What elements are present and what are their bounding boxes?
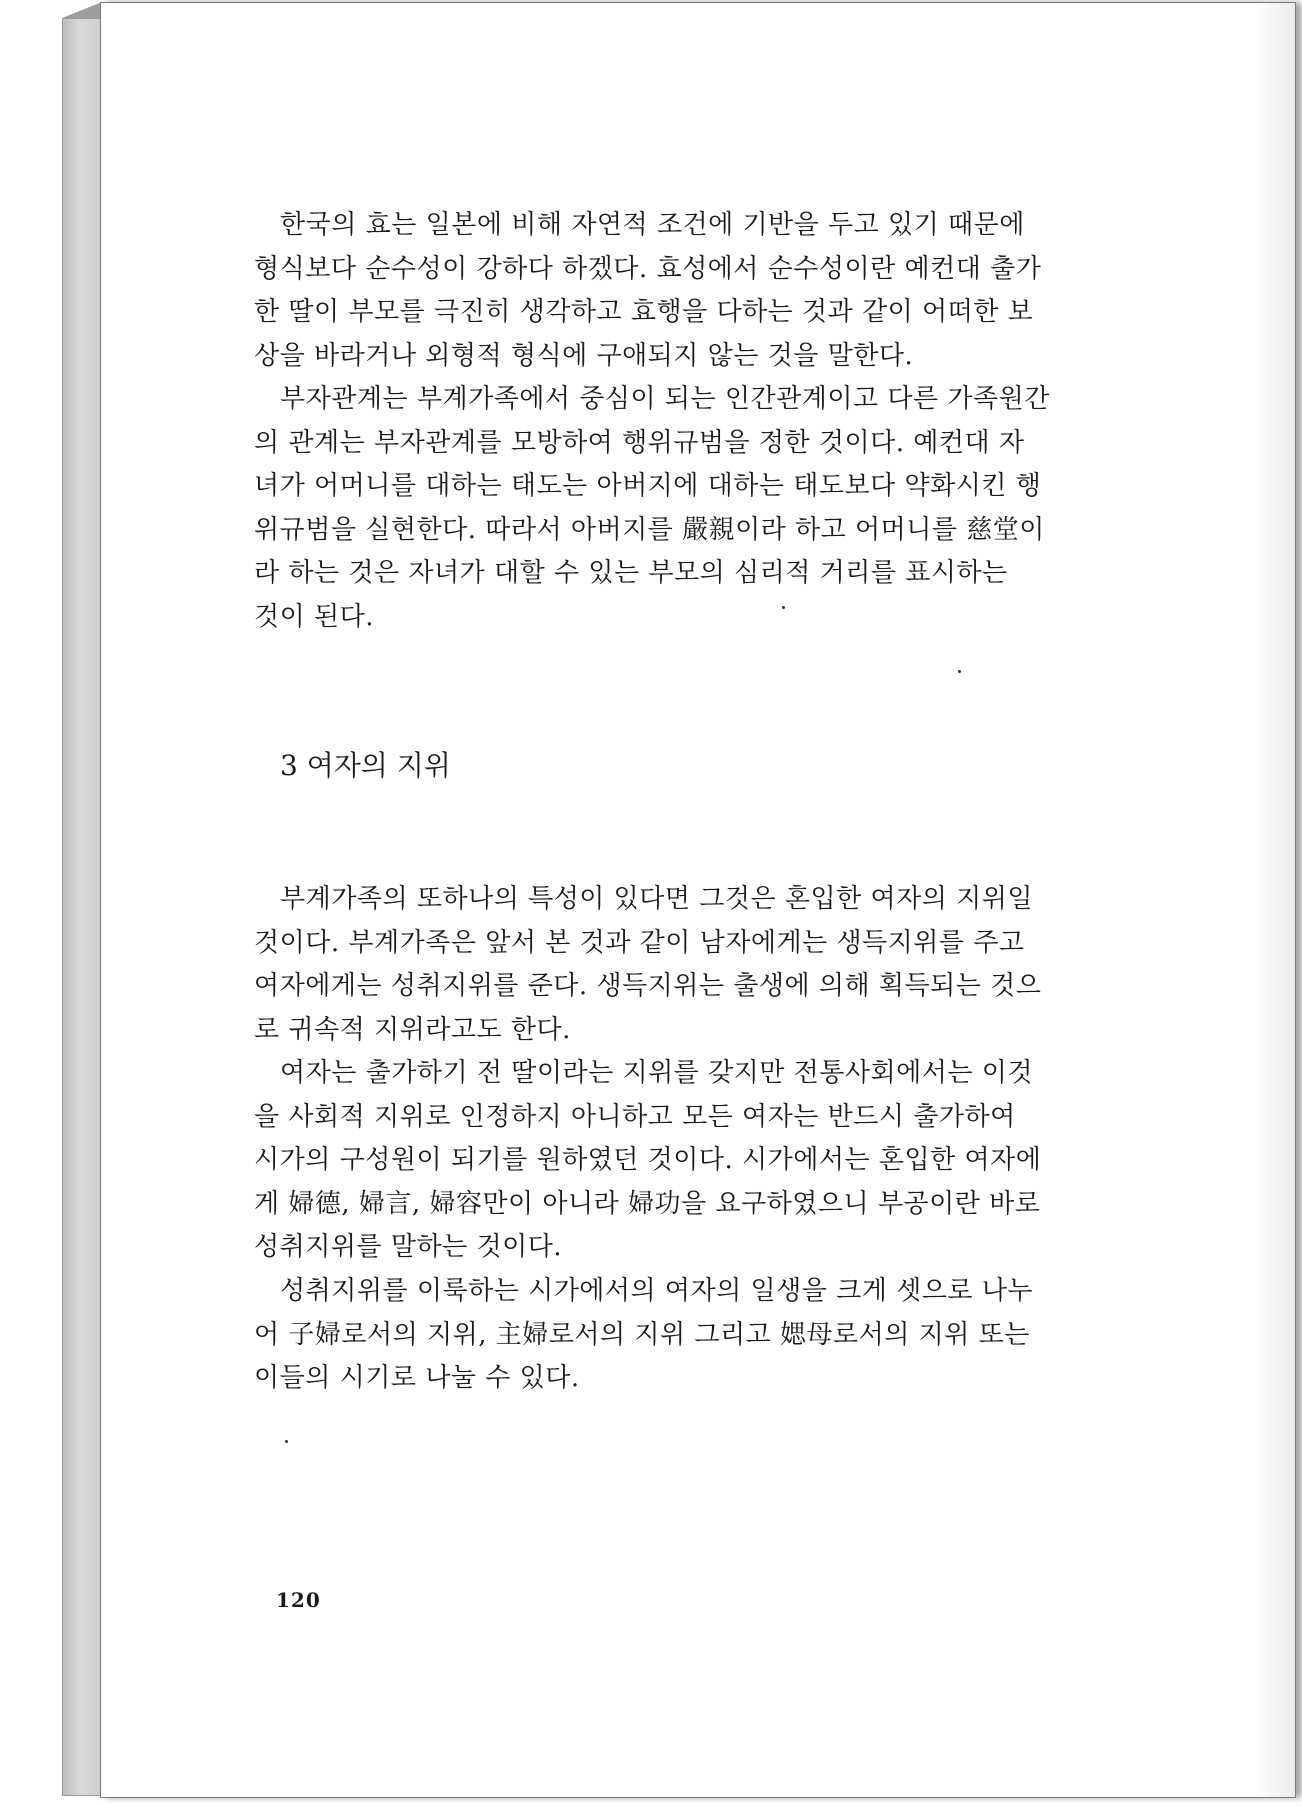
text-line: 것이다. 부계가족은 앞서 본 것과 같이 남자에게는 생득지위를 주고 (254, 927, 1025, 958)
paragraph-father-son-relation (254, 378, 1154, 640)
text-line: 위규범을 실현한다. 따라서 아버지를 嚴親이라 하고 어머니를 慈堂이 (254, 514, 1045, 545)
text-line: 라 하는 것은 자녀가 대할 수 있는 부모의 심리적 거리를 표시하는 (254, 558, 1008, 589)
text-line: 시가의 구성원이 되기를 원하였던 것이다. 시가에서는 혼입한 여자에 (254, 1145, 1042, 1176)
text-line: 의 관계는 부자관계를 모방하여 행위규범을 정한 것이다. 예컨대 자 (254, 427, 1025, 458)
scan-speck (782, 606, 785, 609)
book-edge-top (62, 2, 102, 18)
book-spine-edge (62, 18, 102, 1796)
scan-speck (285, 1440, 288, 1443)
text-line: 형식보다 순수성이 강하다 하겠다. 효성에서 순수성이란 예컨대 출가 (254, 253, 1042, 284)
paragraph-patrilineal-family (254, 878, 1154, 1052)
page-number: 120 (276, 1588, 321, 1612)
text-line: 부계가족의 또하나의 특성이 있다면 그것은 혼입한 여자의 지위일 (280, 884, 1033, 914)
page-edge-shade (1255, 3, 1295, 1797)
text-line: 로 귀속적 지위라고도 한다. (254, 1014, 571, 1045)
text-line: 한 딸이 부모를 극진히 생각하고 효행을 다하는 것과 같이 어떠한 보 (254, 297, 1034, 328)
text-line: 상을 바라거나 외형적 형식에 구애되지 않는 것을 말한다. (254, 340, 914, 371)
text-line: 부자관계는 부계가족에서 중심이 되는 인간관계이고 다른 가족원간 (280, 384, 1050, 414)
text-line: 어 子婦로서의 지위, 主婦로서의 지위 그리고 媤母로서의 지위 또는 (254, 1319, 1030, 1350)
scan-speck (958, 670, 961, 673)
text-line: 녀가 어머니를 대하는 태도는 아버지에 대하는 태도보다 약화시킨 행 (254, 471, 1042, 502)
text-line: 이들의 시기로 나눌 수 있다. (254, 1363, 580, 1394)
text-line: 한국의 효는 일본에 비해 자연적 조건에 기반을 두고 있기 때문에 (280, 210, 1025, 240)
text-line: 여자는 출가하기 전 딸이라는 지위를 갖지만 전통사회에서는 이것 (280, 1058, 1033, 1088)
text-line: 게 婦德, 婦言, 婦容만이 아니라 婦功을 요구하였으니 부공이란 바로 (254, 1188, 1041, 1219)
section-heading: 3 여자의 지위 (280, 749, 451, 782)
paragraph-filial-piety (254, 204, 1154, 378)
paragraph-life-stages (254, 1270, 1154, 1401)
text-line: 을 사회적 지위로 인정하지 아니하고 모든 여자는 반드시 출가하여 (254, 1101, 1016, 1132)
paragraph-womens-status (254, 1052, 1154, 1270)
text-line: 여자에게는 성취지위를 준다. 생득지위는 출생에 의해 획득되는 것으 (254, 971, 1042, 1002)
text-line: 성취지위를 이룩하는 시가에서의 여자의 일생을 크게 셋으로 나누 (280, 1276, 1033, 1306)
text-line: 것이 된다. (254, 601, 374, 632)
text-line: 성취지위를 말하는 것이다. (254, 1232, 563, 1263)
